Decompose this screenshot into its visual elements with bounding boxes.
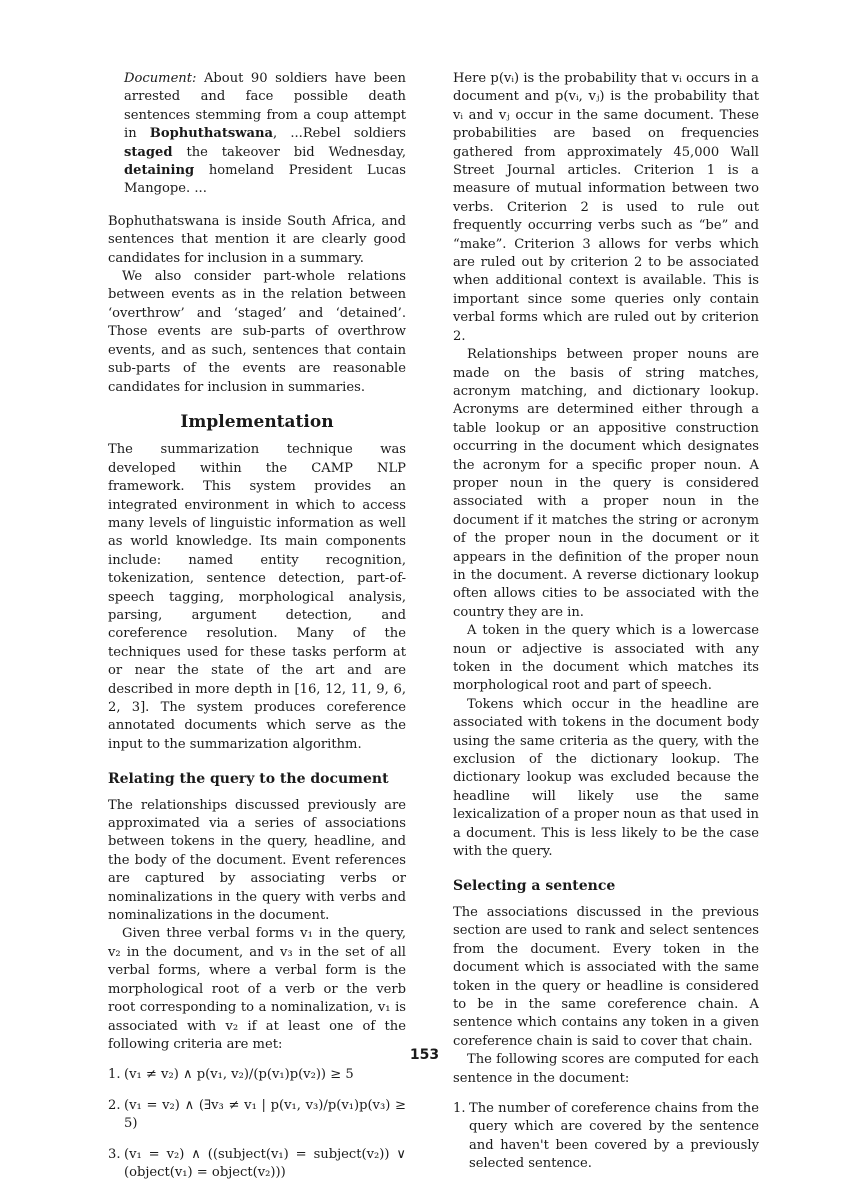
list-item (108, 1146, 406, 1183)
subsection-heading-selecting: Selecting a sentence (453, 878, 616, 895)
paragraph: The following scores are computed for each sentence in the document: (453, 1052, 759, 1086)
document-excerpt (124, 70, 406, 199)
excerpt-bold-term: staged (124, 144, 173, 160)
paragraph: A token in the query which is a lowercase noun or adjective is associated with any token in the document which matches its morphological root and part of speech. (453, 623, 759, 694)
list-number: 1. (453, 1100, 466, 1116)
paragraph: The relationships discussed previously are approximated via a series of associations between tokens in the query, headline, and the body of the document. Event references are captured by associating verbs or nominalizations in the query with verbs and nominalizations in the document. (108, 797, 406, 924)
scores-list (453, 1100, 759, 1174)
paragraph: Relationships between proper nouns are made on the basis of string matches, acronym matching, and dictionary lookup. Acronyms are determined either through a table lookup or an appositive construction occurring in the document which designates the acronym for a specific proper noun. A proper noun in the query is considered associated with a proper noun in the document if it matches the string or acronym of the proper noun in the document or it appears in the definition of the proper noun in the document. A reverse dictionary lookup often allows cities to be associated with the country they are in. (453, 347, 759, 620)
excerpt-text: homeland President Lucas Mangope. ... (124, 163, 406, 197)
list-number: 3. (108, 1146, 121, 1162)
list-item (108, 1097, 406, 1134)
list-number: 1. (108, 1067, 121, 1083)
excerpt-text: , ...Rebel soldiers (273, 126, 406, 142)
paragraph: Bophuthatswana is inside South Africa, and sentences that mention it are clearly good candidates for inclusion in a summary. (108, 213, 406, 266)
left-column (108, 70, 406, 1194)
formula: (v₁ ≠ v₂) ∧ p(v₁, v₂)/(p(v₁)p(v₂)) ≥ 5 (124, 1067, 354, 1083)
paragraph: The summarization technique was developed within the CAMP NLP framework. This system provides an integrated environment in which to access many levels of linguistic information as well as world knowledge. Its main components include: named entity recognition, tokenization, sentence detection, part-of-speech tagging, morphological analysis, parsing, argument detection, and coreference resolution. Many of the techniques used for these tasks perform at or near the state of the art and are described in more depth in [16, 12, 11, 9, 6, 2, 3]. The system produces coreference annotated documents which serve as the input to the summarization algorithm. (108, 442, 406, 752)
paragraph: Tokens which occur in the headline are associated with tokens in the document body using the same criteria as the query, with the exclusion of the dictionary lookup. The dictionary lookup was excluded because the headline will likely use the same lexicalization of a proper noun as that used in a document. This is less likely to be the case with the query. (453, 696, 759, 860)
page-number: 153 (409, 1047, 440, 1063)
list-text: The number of coreference chains from the query which are covered by the sentence and haven't been covered by a previously selected sentence. (469, 1100, 759, 1172)
excerpt-bold-term: detaining (124, 163, 195, 179)
list-item (108, 1066, 406, 1084)
list-item (453, 1100, 759, 1174)
excerpt-bold-term: Bophuthatswana (149, 126, 274, 142)
formula: (v₁ = v₂) ∧ ((subject(v₁) = subject(v₂)) ∨ (object(v₁) = object(v₂))) (124, 1146, 406, 1180)
excerpt-text: the takeover bid Wednesday, (172, 144, 406, 160)
excerpt-text: About 90 soldiers have been arrested and face possible death sentences stemming from a coup attempt in (124, 71, 406, 142)
subsection-heading-relating: Relating the query to the document (108, 771, 389, 788)
criteria-list (108, 1066, 406, 1182)
paragraph: Here p(vᵢ) is the probability that vᵢ occurs in a document and p(vᵢ, vⱼ) is the probability that vᵢ and vⱼ occur in the same document. These probabilities are based on frequencies gathered from approximately 45,000 Wall Street Journal articles. Criterion 1 is a measure of mutual information between two verbs. Criterion 2 is used to rule out frequently occurring verbs such as “be” and “make”. Criterion 3 allows for verbs which are ruled out by criterion 2 to be associated when additional context is available. This is important since some queries only contain verbal forms which are ruled out by criterion 2. (453, 71, 759, 344)
formula: (v₁ = v₂) ∧ (∃v₃ ≠ v₁ | p(v₁, v₃)/p(v₁)p(v₃) ≥ 5) (124, 1097, 406, 1132)
excerpt-label: Document: (124, 71, 197, 86)
paragraph: We also consider part-whole relations between events as in the relation between ‘overthrow’ and ‘staged’ and ‘detained’. Those events are sub-parts of overthrow events, and as such, sentences that contain sub-parts of the events are reasonable candidates for inclusion in summaries. (108, 269, 406, 395)
right-column (453, 70, 759, 1186)
paragraph: The associations discussed in the previous section are used to rank and select sentences from the document. Every token in the document which is associated with the same token in the query or headline is considered to be in the same coreference chain. A sentence which contains any token in a given coreference chain is said to cover that chain. (453, 904, 759, 1049)
list-number: 2. (108, 1097, 121, 1113)
section-heading-implementation: Implementation (180, 411, 334, 432)
paragraph: Given three verbal forms v₁ in the query, v₂ in the document, and v₃ in the set of all verbal forms, where a verbal form is the morphological root of a verb or the verb root corresponding to a nominalization, v₁ is associated with v₂ if at least one of the following criteria are met: (108, 926, 406, 1052)
